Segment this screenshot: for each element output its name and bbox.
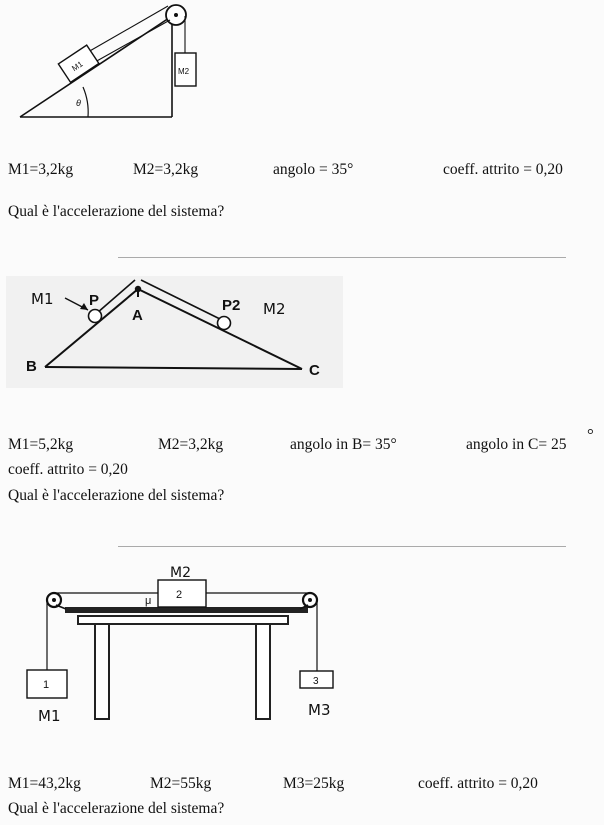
p2-degree-mark: ° [587,425,594,444]
label-b: B [26,358,37,375]
block-m2-label: M2 [178,67,190,76]
label-m2: M2 [170,565,191,581]
table-leg-right [256,624,270,719]
angle-arc [83,87,88,117]
table-top [65,607,308,613]
p3-m1: M1=43,2kg [8,775,81,792]
p2-m2: M2=3,2kg [158,436,224,453]
label-a: A [132,307,143,324]
table-frame [78,616,288,624]
p3-question: Qual è l'accelerazione del sistema? [8,800,225,817]
p3-friction: coeff. attrito = 0,20 [418,775,538,792]
double-incline-figure [0,270,350,395]
p1-m1: M1=3,2kg [8,161,74,178]
p2-friction: coeff. attrito = 0,20 [8,461,128,478]
label-m2: M2 [263,300,286,318]
block-2-label: 2 [176,589,183,601]
label-c: C [309,362,320,379]
pulley-right-axle [308,598,312,602]
p2-m1: M1=5,2kg [8,436,74,453]
label-m1: M1 [38,707,61,725]
p2-question: Qual è l'accelerazione del sistema? [8,487,225,504]
block-m1-label: M1 [70,59,85,74]
pulley-axle [174,13,178,17]
label-m3: M3 [308,701,331,719]
block-3-label: 3 [313,676,319,687]
separator-2 [118,546,566,547]
p1-angle: angolo = 35° [273,161,354,178]
p1-friction: coeff. attrito = 0,20 [443,161,563,178]
p2-angle-b: angolo in B= 35° [290,436,397,453]
p3-m3: M3=25kg [283,775,345,792]
p1-m2: M2=3,2kg [133,161,199,178]
side-bc [45,367,302,369]
mass-p1 [89,310,102,323]
p1-question: Qual è l'accelerazione del sistema? [8,203,225,220]
separator-1 [118,257,566,258]
table-pulley-figure [0,555,345,745]
block-1-label: 1 [43,679,50,691]
label-mu: μ [145,595,152,607]
block-m1 [58,45,98,82]
p2-angle-c: angolo in C= 25 [466,436,567,453]
label-p1: P [89,292,100,309]
pulley-left-axle [52,598,56,602]
table-leg-left [95,624,109,719]
rope-right [141,280,222,320]
p3-m2: M2=55kg [150,775,212,792]
angle-theta: θ [76,98,81,108]
incline-pulley-figure [0,0,220,122]
label-p2: P2 [222,297,241,314]
mass-p2 [218,317,231,330]
label-m1: M1 [31,290,54,308]
